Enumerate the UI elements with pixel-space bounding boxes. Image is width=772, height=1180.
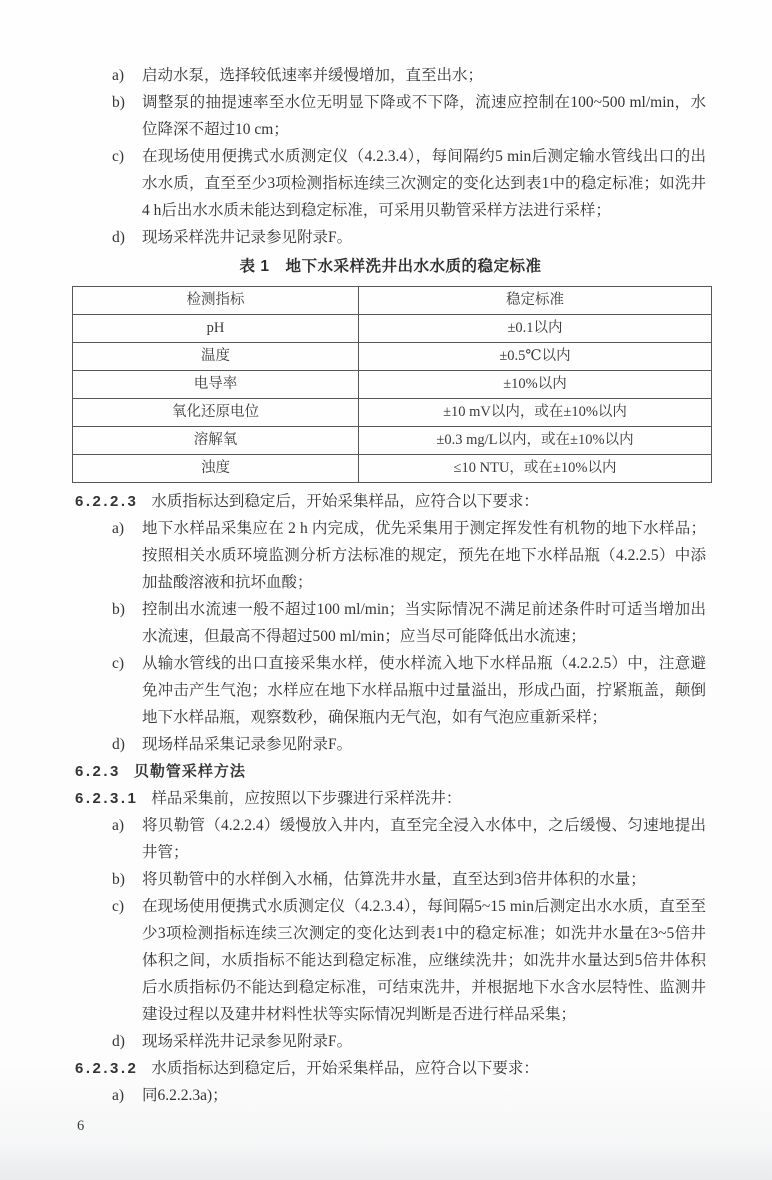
list-item-text: 启动水泵，选择较低速率并缓慢增加，直至出水； (142, 67, 484, 84)
clause-text: 水质指标达到稳定后，开始采集样品，应符合以下要求： (151, 493, 539, 510)
list-marker: a) (112, 67, 125, 84)
list-item-text: 将贝勒管（4.2.2.4）缓慢放入井内，直至完全浸入水体中，之后缓慢、匀速地提出井管； (142, 817, 706, 861)
list-item (75, 731, 706, 758)
cell-criterion: ±0.3 mg/L以内，或在±10%以内 (359, 427, 712, 455)
list-item (75, 62, 706, 89)
list-item (75, 143, 706, 224)
list-item (75, 650, 706, 731)
heading-title: 贝勒管采样方法 (133, 763, 246, 780)
list-item-text: 现场采样洗井记录参见附录F。 (142, 229, 353, 246)
list-item (75, 89, 706, 143)
list-item-text: 调整泵的抽提速率至水位无明显下降或不下降，流速应控制在100~500 ml/min，水位降深不超过10 cm； (142, 94, 706, 138)
list-item-text: 在现场使用便携式水质测定仪（4.2.3.4），每间隔5~15 min后测定出水水质，直至至少3项检测指标连续三次测定的变化达到表1中的稳定标准；如洗井水量在3~5倍井体积之间，水质指标不能达到稳定标准，应继续洗井；如洗井水量达到5倍井体积后水质指标仍不能达到稳定标准，可结束洗井，并根据地下水含水层特性、监测井建设过程以及建井材料性状等实际情况判断是否进行样品采集； (142, 898, 706, 1023)
list-item-text: 现场样品采集记录参见附录F。 (142, 736, 353, 753)
list-item (75, 515, 706, 596)
list-item (75, 224, 706, 251)
cell-indicator: 溶解氧 (73, 427, 359, 455)
cell-indicator: 电导率 (73, 371, 359, 399)
list-item-text: 地下水样品采集应在 2 h 内完成，优先采集用于测定挥发性有机物的地下水样品；按照相关水质环境监测分析方法标准的规定，预先在地下水样品瓶（4.2.2.5）中添加盐酸溶液和抗坏血酸； (142, 520, 706, 591)
cell-indicator: 温度 (73, 343, 359, 371)
cell-indicator: 氧化还原电位 (73, 399, 359, 427)
clause-number: 6.2.3.1 (75, 790, 139, 807)
list-marker: c) (112, 655, 125, 672)
list-item-text: 同6.2.2.3a)； (142, 1087, 228, 1104)
list-marker: d) (112, 229, 125, 246)
clause-6223 (75, 488, 706, 515)
list-item-text: 控制出水流速一般不超过100 ml/min；当实际情况不满足前述条件时可适当增加出水流速，但最高不得超过500 ml/min；应当尽可能降低出水流速； (142, 601, 706, 645)
table-caption: 表 1 地下水采样洗井出水水质的稳定标准 (239, 258, 542, 275)
table-row (73, 371, 712, 399)
list-marker: d) (112, 1033, 125, 1050)
clause-number: 6.2.3 (75, 763, 121, 780)
list-item-text: 将贝勒管中的水样倒入水桶，估算洗井水量，直至达到3倍井体积的水量； (142, 871, 646, 888)
list-marker: b) (112, 94, 125, 111)
list-marker: a) (112, 817, 125, 834)
table-row (73, 343, 712, 371)
page-number: 6 (77, 1118, 85, 1134)
table-1-stability-criteria (72, 286, 712, 483)
list-item (75, 893, 706, 1028)
cell-criterion: ±10%以内 (359, 371, 712, 399)
list-item-text: 从输水管线的出口直接采集水样，使水样流入地下水样品瓶（4.2.2.5）中，注意避免冲击产生气泡；水样应在地下水样品瓶中过量溢出，形成凸面，拧紧瓶盖，颠倒地下水样品瓶，观察数秒，确保瓶内无气泡，如有气泡应重新采样； (142, 655, 706, 726)
list-item (75, 1028, 706, 1055)
list-6222 (75, 62, 706, 251)
list-item (75, 812, 706, 866)
clause-number: 6.2.3.2 (75, 1060, 139, 1077)
list-marker: c) (112, 898, 125, 915)
list-marker: c) (112, 148, 125, 165)
clause-text: 水质指标达到稳定后，开始采集样品，应符合以下要求： (151, 1060, 539, 1077)
list-item (75, 866, 706, 893)
page-bottom-shadow (0, 1146, 772, 1180)
page-content (75, 62, 706, 1109)
list-6231 (75, 812, 706, 1055)
cell-criterion: ±0.1以内 (359, 315, 712, 343)
list-marker: b) (112, 601, 125, 618)
list-marker: a) (112, 1087, 125, 1104)
cell-criterion: ≤10 NTU，或在±10%以内 (359, 455, 712, 483)
list-marker: d) (112, 736, 125, 753)
cell-indicator: pH (73, 315, 359, 343)
list-item (75, 1082, 706, 1109)
table-row (73, 315, 712, 343)
column-header-criterion: 稳定标准 (359, 287, 712, 315)
list-item (75, 596, 706, 650)
column-header-indicator: 检测指标 (73, 287, 359, 315)
clause-number: 6.2.2.3 (75, 493, 139, 510)
cell-indicator: 浊度 (73, 455, 359, 483)
table-header-row (73, 287, 712, 315)
clause-text: 样品采集前，应按照以下步骤进行采样洗井： (151, 790, 462, 807)
list-6232 (75, 1082, 706, 1109)
list-item-text: 现场采样洗井记录参见附录F。 (142, 1033, 353, 1050)
table-row (73, 427, 712, 455)
heading-623 (75, 758, 706, 785)
list-marker: a) (112, 520, 125, 537)
clause-6232 (75, 1055, 706, 1082)
table-row (73, 455, 712, 483)
cell-criterion: ±0.5℃以内 (359, 343, 712, 371)
clause-6231 (75, 785, 706, 812)
list-6223 (75, 515, 706, 758)
table-row (73, 399, 712, 427)
list-marker: b) (112, 871, 125, 888)
list-item-text: 在现场使用便携式水质测定仪（4.2.3.4），每间隔约5 min后测定输水管线出口的出水水质，直至至少3项检测指标连续三次测定的变化达到表1中的稳定标准；如洗井4 h后出水水质未能达到稳定标准，可采用贝勒管采样方法进行采样； (142, 148, 706, 219)
cell-criterion: ±10 mV以内，或在±10%以内 (359, 399, 712, 427)
